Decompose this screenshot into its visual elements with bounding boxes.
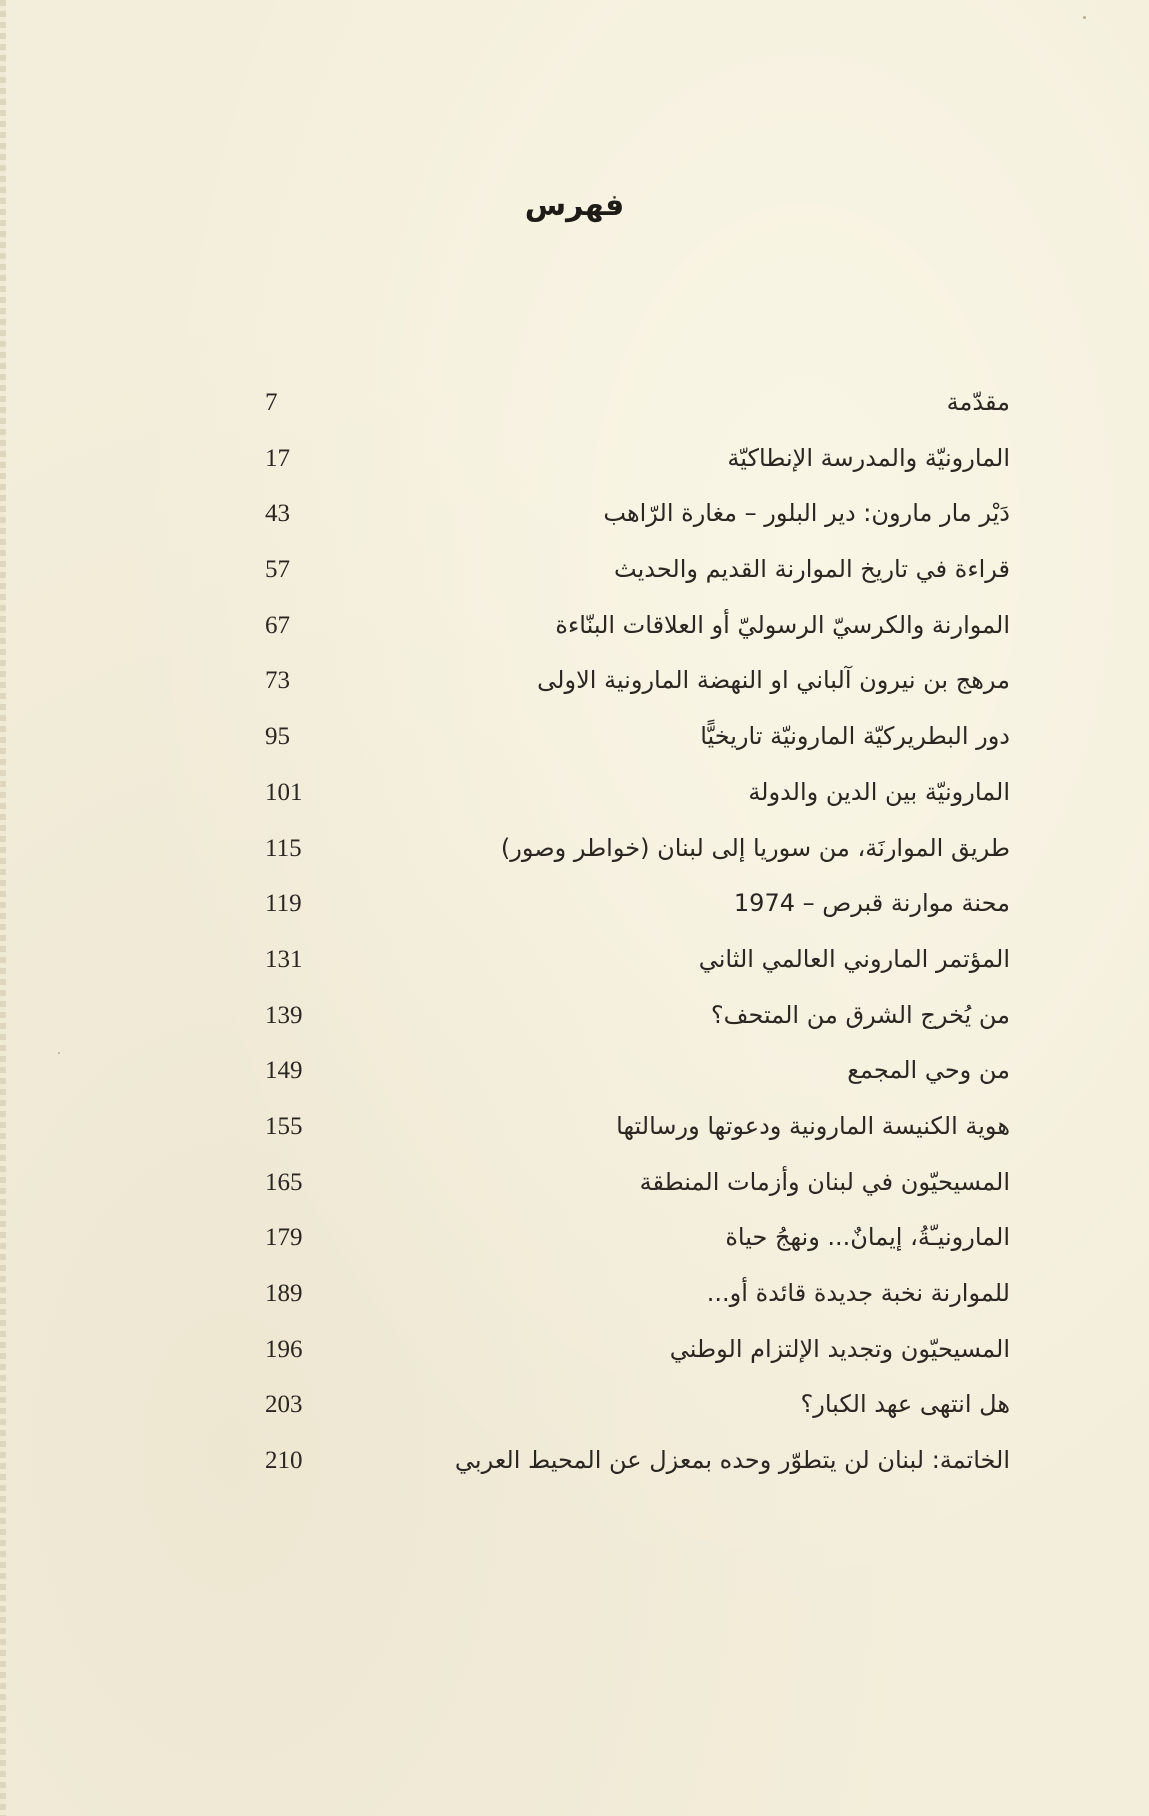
table-of-contents [265, 375, 1010, 1489]
toc-entry-page-number: 139 [265, 1001, 303, 1029]
toc-entry [265, 1099, 1010, 1155]
toc-entry [265, 653, 1010, 709]
toc-entry-page-number: 7 [265, 389, 278, 416]
toc-entry-title: المارونيّة بين الدين والدولة [748, 777, 1010, 806]
toc-entry-title: دور البطريركيّة المارونيّة تاريخيًّا [700, 722, 1010, 751]
toc-entry-title: مقدّمة [946, 388, 1010, 416]
toc-entry-page-number: 131 [265, 945, 303, 973]
toc-entry-page-number: 57 [265, 556, 290, 584]
toc-entry-page-number: 67 [265, 611, 290, 639]
toc-entry [265, 542, 1010, 598]
toc-entry [265, 486, 1010, 542]
toc-entry [265, 1266, 1010, 1322]
toc-entry-title: المارونيّة والمدرسة الإنطاكيّة [727, 443, 1010, 472]
toc-entry-page-number: 115 [265, 834, 302, 862]
toc-entry [265, 988, 1010, 1044]
toc-entry [265, 765, 1010, 821]
toc-entry-page-number: 155 [265, 1112, 303, 1140]
paper-speck [58, 1052, 60, 1054]
toc-entry-title: المؤتمر الماروني العالمي الثاني [698, 944, 1010, 973]
page-title: فهرس [524, 188, 625, 223]
toc-entry-title: من وحي المجمع [847, 1056, 1010, 1085]
toc-entry-title: هوية الكنيسة المارونية ودعوتها ورسالتها [616, 1111, 1010, 1140]
toc-entry-title: الموارنة والكرسيّ الرسوليّ أو العلاقات البنّاءة [555, 610, 1010, 639]
toc-entry [265, 709, 1010, 765]
toc-entry-title: المسيحيّون وتجديد الإلتزام الوطني [669, 1334, 1010, 1363]
toc-entry-title: الخاتمة: لبنان لن يتطوّر وحده بمعزل عن المحيط العربي [454, 1446, 1010, 1475]
toc-entry-page-number: 189 [265, 1280, 303, 1307]
toc-entry [265, 375, 1010, 431]
toc-entry-title: للموارنة نخبة جديدة قائدة أو... [706, 1279, 1010, 1307]
toc-entry [265, 1322, 1010, 1378]
toc-entry [265, 1043, 1010, 1099]
toc-entry [265, 598, 1010, 654]
toc-entry-title: المارونيـّةُ، إيمانٌ... ونهجُ حياة [725, 1223, 1010, 1252]
toc-entry-title: طريق الموارنَة، من سوريا إلى لبنان (خواطر وصور) [500, 833, 1010, 862]
toc-entry-page-number: 17 [265, 444, 290, 472]
toc-entry-page-number: 149 [265, 1057, 303, 1085]
toc-entry-page-number: 165 [265, 1168, 303, 1196]
toc-entry-page-number: 101 [265, 778, 303, 806]
toc-entry-title: قراءة في تاريخ الموارنة القديم والحديث [614, 555, 1010, 584]
toc-entry [265, 876, 1010, 932]
toc-entry-page-number: 196 [265, 1335, 303, 1363]
page-binding-edge [0, 0, 6, 1816]
toc-entry-title: من يُخرج الشرق من المتحف؟ [710, 1000, 1010, 1029]
toc-entry-title: هل انتهى عهد الكبار؟ [800, 1390, 1010, 1419]
toc-entry-page-number: 210 [265, 1447, 303, 1475]
toc-entry [265, 431, 1010, 487]
toc-entry [265, 1433, 1010, 1489]
toc-entry-title: المسيحيّون في لبنان وأزمات المنطقة [639, 1167, 1010, 1196]
toc-entry [265, 1377, 1010, 1433]
toc-entry-page-number: 43 [265, 500, 290, 528]
toc-entry-title: مرهج بن نيرون آلباني او النهضة المارونية الاولى [537, 666, 1010, 695]
toc-entry-page-number: 203 [265, 1391, 303, 1419]
toc-entry [265, 1155, 1010, 1211]
toc-entry-page-number: 179 [265, 1224, 303, 1252]
toc-entry [265, 932, 1010, 988]
paper-speck [1083, 16, 1086, 19]
toc-entry [265, 1210, 1010, 1266]
toc-entry-page-number: 119 [265, 890, 302, 918]
toc-entry-page-number: 95 [265, 723, 290, 751]
toc-entry-page-number: 73 [265, 667, 290, 695]
toc-entry [265, 821, 1010, 877]
toc-entry-title: محنة موارنة قبرص – 1974 [733, 889, 1010, 918]
toc-entry-title: دَيْر مار مارون: دير البلور – مغارة الرّاهب [603, 499, 1010, 528]
